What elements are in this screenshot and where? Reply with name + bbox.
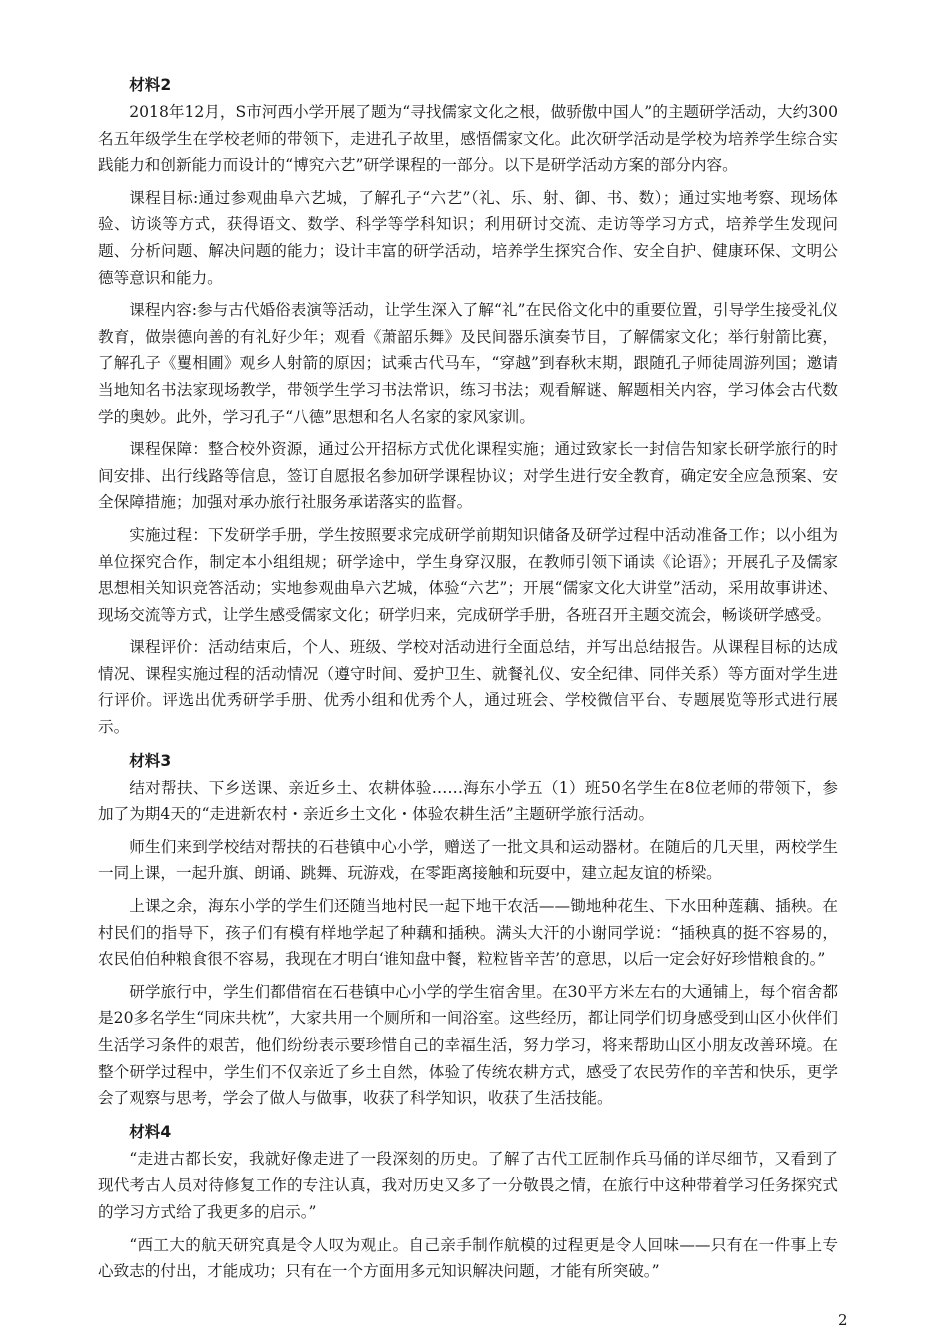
paragraph: 师生们来到学校结对帮扶的石巷镇中心小学，赠送了一批文具和运动器材。在随后的几天里，两校学生一同上课，一起升旗、朗诵、跳舞、玩游戏，在零距离接触和玩耍中，建立起友谊的桥梁。	[98, 837, 838, 883]
section-material-2	[98, 71, 838, 741]
section-material-3	[98, 747, 838, 1112]
paragraph: 课程目标:通过参观曲阜六艺城，了解孔子“六艺”（礼、乐、射、御、书、数）；通过实地考察、现场体验、访谈等方式，获得语文、数学、科学等学科知识；利用研讨交流、走访等学习方式，培养学生发现问题、分析问题、解决问题的能力；设计丰富的研学活动，培养学生探究合作、安全自护、健康环保、文明公德等意识和能力。	[98, 188, 838, 287]
section-material-4	[98, 1118, 838, 1285]
paragraph: 实施过程：下发研学手册，学生按照要求完成研学前期知识储备及研学过程中活动准备工作；以小组为单位探究合作，制定本小组组规；研学途中，学生身穿汉服，在教师引领下诵读《论语》；开展孔子及儒家思想相关知识竞答活动；实地参观曲阜六艺城，体验“六艺”；开展“儒家文化大讲堂”活动，采用故事讲述、现场交流等方式，让学生感受儒家文化；研学归来，完成研学手册，各班召开主题交流会，畅谈研学感受。	[98, 525, 838, 624]
paragraph: 结对帮扶、下乡送课、亲近乡土、农耕体验……海东小学五（1）班50名学生在8位老师的带领下，参加了为期4天的“走进新农村・亲近乡土文化・体验农耕生活”主题研学旅行活动。	[98, 778, 838, 824]
paragraph: 上课之余，海东小学的学生们还随当地村民一起下地干农活——锄地种花生、下水田种莲藕、插秧。在村民们的指导下，孩子们有模有样地学起了种藕和插秧。满头大汗的小谢同学说：“插秧真的挺不容易的，农民伯伯种粮食很不容易，我现在才明白‘谁知盘中餐，粒粒皆辛苦’的意思，以后一定会好好珍惜粮食的。”	[98, 897, 838, 969]
paragraph: “走进古都长安，我就好像走进了一段深刻的历史。了解了古代工匠制作兵马俑的详尽细节，又看到了现代考古人员对待修复工作的专注认真，我对历史又多了一分敬畏之情，在旅行中这种带着学习任务探究式的学习方式给了我更多的启示。”	[98, 1149, 838, 1221]
page-number: 2	[838, 1311, 848, 1329]
paragraph: 课程内容:参与古代婚俗表演等活动，让学生深入了解“礼”在民俗文化中的重要位置，引导学生接受礼仪教育，做崇德向善的有礼好少年；观看《萧韶乐舞》及民间器乐演奏节目，了解儒家文化；举行射箭比赛，了解孔子《矍相圃》观乡人射箭的原因；试乘古代马车，“穿越”到春秋末期，跟随孔子师徒周游列国；邀请当地知名书法家现场教学，带领学生学习书法常识，练习书法；观看解谜、解题相关内容，学习体会古代数学的奥妙。此外，学习孔子“八德”思想和名人名家的家风家训。	[98, 301, 838, 426]
section-heading: 材料2	[129, 76, 172, 94]
paragraph: 研学旅行中，学生们都借宿在石巷镇中心小学的学生宿舍里。在30平方米左右的大通铺上，每个宿舍都是20多名学生“同床共枕”，大家共用一个厕所和一间浴室。这些经历，都让同学们切身感受到山区小伙伴们生活学习条件的艰苦，他们纷纷表示要珍惜自己的幸福生活，努力学习，将来帮助山区小朋友改善环境。在整个研学过程中，学生们不仅亲近了乡土自然，体验了传统农耕方式，感受了农民劳作的辛苦和快乐，更学会了观察与思考，学会了做人与做事，收获了科学知识，收获了生活技能。	[98, 982, 838, 1108]
paragraph: 课程评价：活动结束后，个人、班级、学校对活动进行全面总结，并写出总结报告。从课程目标的达成情况、课程实施过程的活动情况（遵守时间、爱护卫生、就餐礼仪、安全纪律、同伴关系）等方面对学生进行评价。评选出优秀研学手册、优秀小组和优秀个人，通过班会、学校微信平台、专题展览等形式进行展示。	[98, 638, 838, 737]
paragraph: “西工大的航天研究真是令人叹为观止。自己亲手制作航模的过程更是令人回味——只有在一件事上专心致志的付出，才能成功；只有在一个方面用多元知识解决问题，才能有所突破。”	[98, 1235, 838, 1281]
section-heading: 材料3	[129, 751, 172, 770]
document-body	[98, 71, 838, 1291]
paragraph: 课程保障：整合校外资源，通过公开招标方式优化课程实施；通过致家长一封信告知家长研学旅行的时间安排、出行线路等信息，签订自愿报名参加研学课程协议；对学生进行安全教育，确定安全应急预案、安全保障措施；加强对承办旅行社服务承诺落实的监督。	[98, 440, 838, 512]
section-heading: 材料4	[129, 1122, 172, 1141]
paragraph: 2018年12月，S市河西小学开展了题为“寻找儒家文化之根，做骄傲中国人”的主题研学活动，大约300名五年级学生在学校老师的带领下，走进孔子故里，感悟儒家文化。此次研学活动是学校为培养学生综合实践能力和创新能力而设计的“博究六艺”研学课程的一部分。以下是研学活动方案的部分内容。	[98, 103, 838, 175]
